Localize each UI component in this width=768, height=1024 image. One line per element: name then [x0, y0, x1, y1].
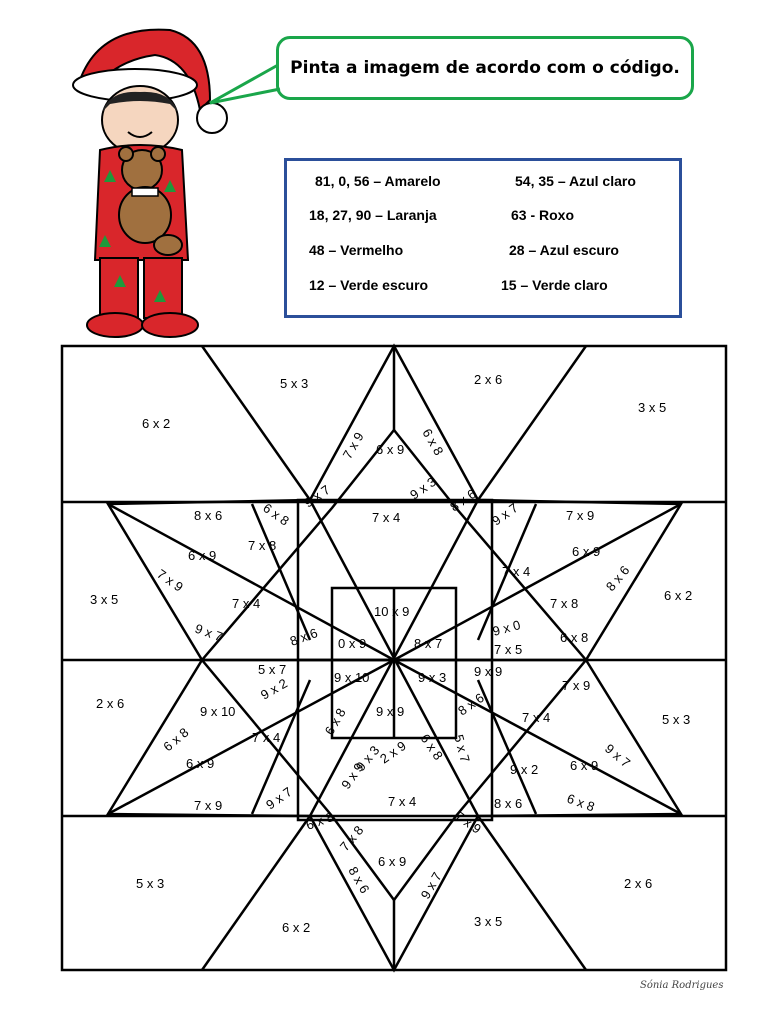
puzzle-label: 6 x 2: [664, 588, 693, 603]
puzzle-label: 9 x 7: [417, 869, 445, 902]
puzzle-label: 7 x 9: [194, 798, 223, 813]
puzzle-label: 7 x 9: [452, 808, 484, 837]
puzzle-label: 8 x 6: [447, 486, 479, 515]
puzzle-label: 6 x 9: [378, 854, 407, 869]
puzzle-label: 7 x 4: [502, 564, 531, 579]
puzzle-label: 3 x 5: [638, 400, 667, 415]
instruction-text: Pinta a imagem de acordo com o código.: [290, 58, 680, 78]
author-signature: Sónia Rodrigues: [640, 980, 724, 991]
puzzle-label: 8 x 6: [194, 508, 223, 523]
puzzle-label: 9 x 7: [301, 482, 333, 511]
puzzle-label: 9 x 3: [352, 742, 383, 774]
puzzle-label: 8 x 6: [602, 562, 633, 594]
puzzle-label: 5 x 3: [280, 376, 309, 391]
puzzle-label: 2 x 6: [624, 876, 653, 891]
puzzle-label: 6 x 8: [560, 630, 589, 645]
puzzle-label: 9 x 7: [192, 620, 225, 645]
puzzle-label: 6 x 9: [188, 548, 217, 563]
legend-item: 18, 27, 90 – Laranja: [309, 207, 437, 223]
puzzle-label: 9 x 2: [258, 675, 290, 703]
puzzle-label: 8 x 6: [287, 625, 320, 649]
puzzle-label: 7 x 4: [232, 596, 261, 611]
puzzle-label: 8 x 6: [345, 864, 373, 896]
puzzle-label: 9 x 0: [490, 617, 523, 639]
legend-item: 63 - Roxo: [511, 207, 575, 223]
puzzle-label: 6 x 8: [417, 731, 446, 763]
puzzle-label: 7 x 9: [562, 678, 591, 693]
puzzle-label: 6 x 8: [160, 724, 192, 755]
puzzle-label: 9 x 10: [200, 704, 236, 719]
legend-item: 15 – Verde claro: [501, 277, 608, 293]
puzzle-label: 5 x 7: [451, 732, 473, 765]
puzzle-label: 9 x 7: [263, 784, 295, 813]
puzzle-label: 8 x 6: [494, 796, 523, 811]
puzzle-label: 7 x 4: [522, 710, 551, 725]
puzzle-label: 9 x 3: [418, 670, 447, 685]
puzzle-label: 7 x 4: [388, 794, 417, 809]
puzzle-label: 6 x 9: [186, 756, 215, 771]
puzzle-label: 7 x 8: [336, 822, 367, 854]
puzzle-label: 10 x 9: [374, 604, 410, 619]
puzzle-label: 5 x 3: [136, 876, 165, 891]
puzzle-label: 7 x 5: [494, 642, 523, 657]
puzzle-label: 7 x 4: [252, 730, 281, 745]
legend-item: 54, 35 – Azul claro: [515, 173, 636, 189]
puzzle-label: 6 x 9: [570, 758, 599, 773]
puzzle-label: 6 x 8: [321, 705, 349, 738]
puzzle-label: 2 x 6: [96, 696, 125, 711]
puzzle-label: 0 x 9: [338, 636, 367, 651]
puzzle-label: 6 x 2: [142, 416, 171, 431]
puzzle-label: 3 x 5: [474, 914, 503, 929]
puzzle-label: 6 x 2: [282, 920, 311, 935]
puzzle-label: 7 x 8: [248, 538, 277, 553]
puzzle-label: 6 x 8: [260, 500, 292, 529]
puzzle-label: 8 x 7: [414, 636, 443, 651]
puzzle-label: 9 x 9: [474, 664, 503, 679]
puzzle-label: 8 x 6: [455, 690, 487, 719]
puzzle-label: 9 x 7: [489, 500, 521, 529]
puzzle-label: 5 x 3: [662, 712, 691, 727]
puzzle-label: 6 x 8: [564, 790, 597, 815]
puzzle-label: 7 x 8: [550, 596, 579, 611]
puzzle-label: 9 x 7: [602, 740, 634, 771]
legend-item: 81, 0, 56 – Amarelo: [315, 173, 441, 189]
puzzle-label: 6 x 9: [572, 544, 601, 559]
puzzle-label: 9 x 3: [407, 474, 439, 503]
puzzle-label: 2 x 6: [474, 372, 503, 387]
instruction-bubble: [276, 36, 694, 100]
puzzle-label: 9 x 10: [334, 670, 370, 685]
puzzle-label: 9 x 9: [338, 760, 367, 792]
color-code-legend: [284, 158, 682, 318]
puzzle-label: 3 x 5: [90, 592, 119, 607]
color-by-number-star-puzzle: [56, 340, 732, 976]
puzzle-label: 9 x 9: [376, 704, 405, 719]
puzzle-label: 6 x 9: [376, 442, 405, 457]
legend-item: 28 – Azul escuro: [509, 242, 619, 258]
puzzle-label: 7 x 9: [566, 508, 595, 523]
puzzle-label: 7 x 4: [372, 510, 401, 525]
puzzle-label: 5 x 7: [258, 662, 287, 677]
puzzle-label: 9 x 2: [510, 762, 539, 777]
puzzle-label: 6 x 8: [419, 426, 447, 458]
puzzle-label: 7 x 9: [154, 566, 186, 595]
puzzle-label: 7 x 9: [339, 429, 367, 462]
legend-item: 12 – Verde escuro: [309, 277, 429, 293]
puzzle-label: 2 x 9: [377, 738, 409, 767]
puzzle-label: 6 x 8: [303, 809, 336, 833]
legend-item: 48 – Vermelho: [309, 242, 404, 258]
